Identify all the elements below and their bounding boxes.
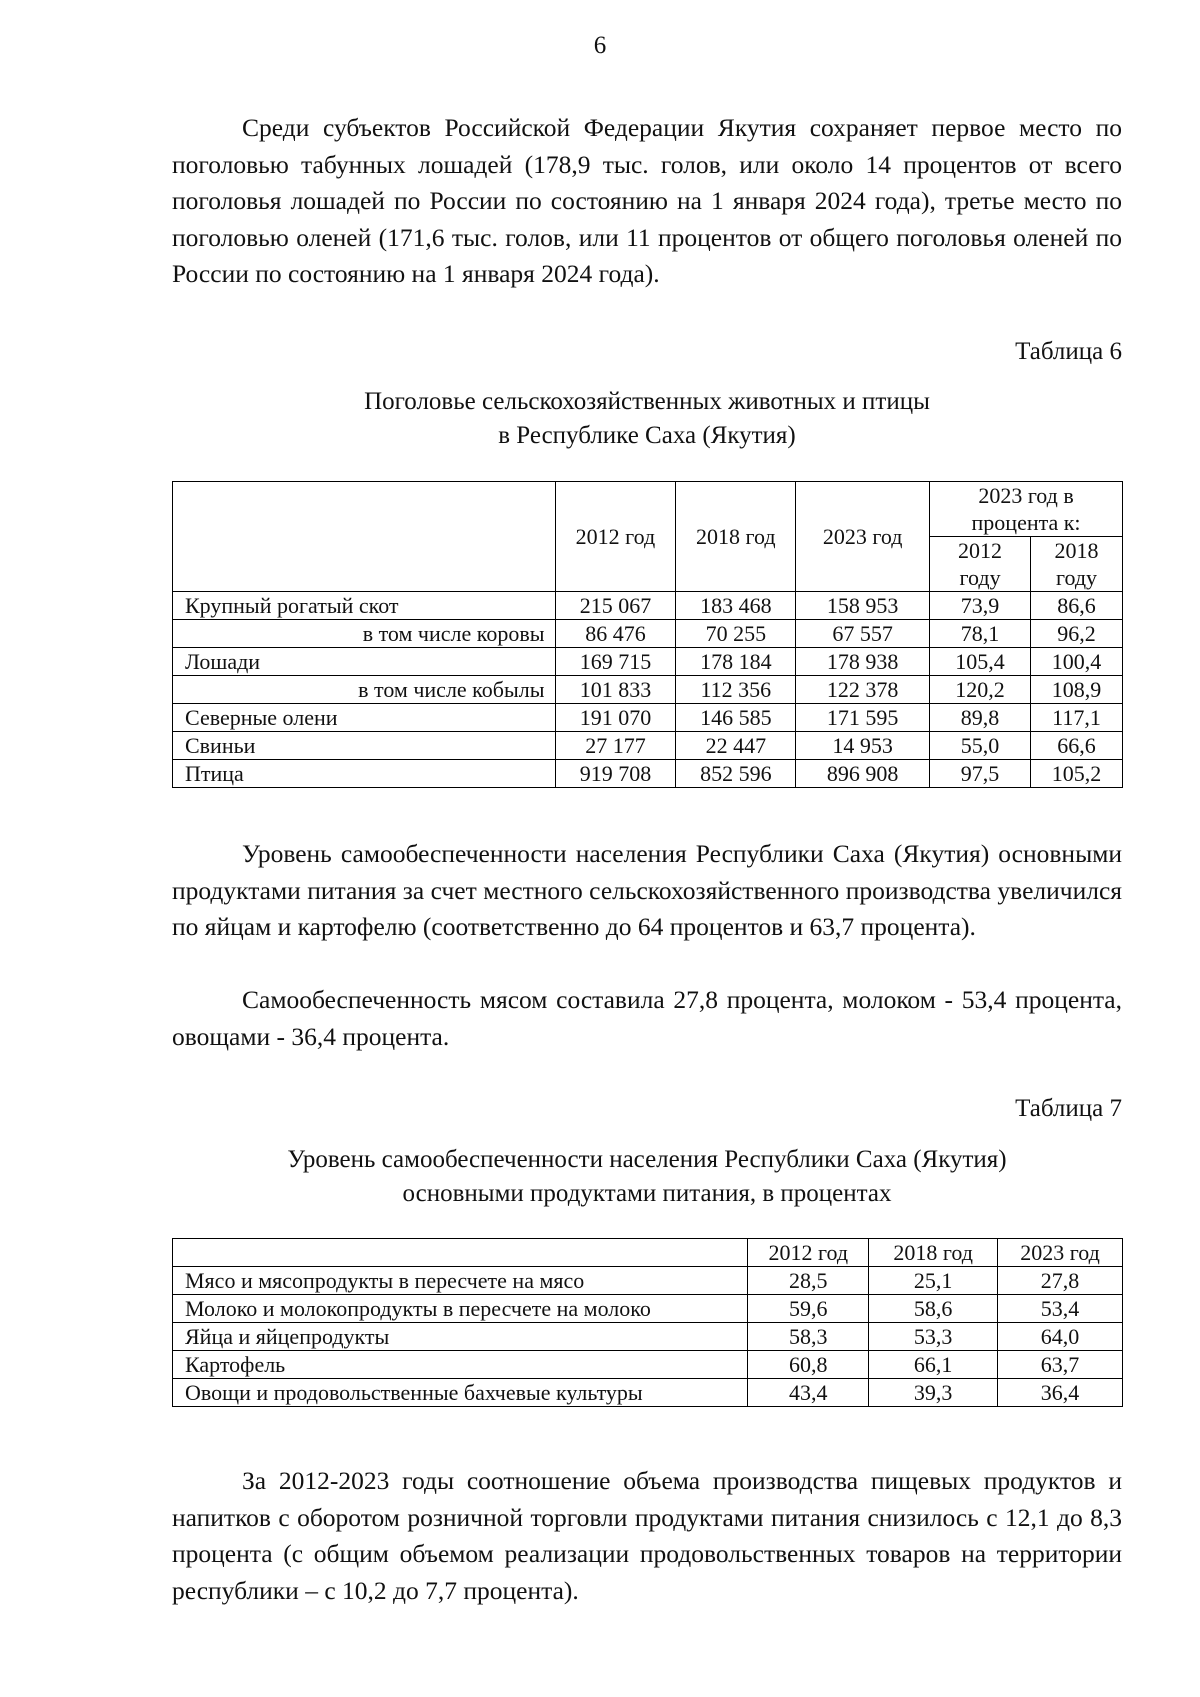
table-7-title	[172, 1143, 1122, 1211]
cell-2018: 146 585	[676, 704, 796, 732]
cell-2023: 63,7	[998, 1351, 1123, 1379]
table-7-title-line-2: основными продуктами питания, в процентах	[402, 1180, 892, 1207]
table-7	[172, 1238, 1123, 1407]
table-row	[173, 732, 1123, 760]
paragraph-3: Самообеспеченность мясом составила 27,8 процента, молоком - 53,4 процента, овощами - 36,4 процента.	[172, 985, 1122, 1051]
table-row	[173, 760, 1123, 788]
cell-2018: 25,1	[869, 1267, 998, 1295]
cell-2012: 60,8	[748, 1351, 869, 1379]
cell-pct-2018: 66,6	[1031, 732, 1123, 760]
cell-2023: 36,4	[998, 1379, 1123, 1407]
cell-2023: 67 557	[796, 620, 930, 648]
cell-2012: 27 177	[555, 732, 676, 760]
cell-pct-2012: 73,9	[930, 592, 1031, 620]
table-row	[173, 620, 1123, 648]
cell-2018: 58,6	[869, 1295, 998, 1323]
cell-pct-2012: 120,2	[930, 676, 1031, 704]
table-6-header-pct-2018	[1031, 537, 1123, 592]
row-name: Северные олени	[173, 704, 556, 732]
cell-2018: 178 184	[676, 648, 796, 676]
table-6-header-pct-group	[930, 482, 1123, 537]
pct-group-line-2: процента к:	[971, 510, 1081, 535]
row-name: Овощи и продовольственные бахчевые культуры	[173, 1379, 748, 1407]
cell-pct-2018: 86,6	[1031, 592, 1123, 620]
page-number: 6	[593, 32, 607, 59]
table-7-header-2023: 2023 год	[998, 1239, 1123, 1267]
table-row	[173, 1351, 1123, 1379]
cell-pct-2018: 108,9	[1031, 676, 1123, 704]
table-row	[173, 1267, 1123, 1295]
cell-pct-2018: 96,2	[1031, 620, 1123, 648]
cell-pct-2012: 55,0	[930, 732, 1031, 760]
paragraph-4: За 2012-2023 годы соотношение объема производства пищевых продуктов и напитков с оборотом розничной торговли продуктами питания снизилось с 12,1 до 8,3 процента (с общим объемом реализации продовольственных товаров на территории республики – с 10,2 до 7,7 процента).	[172, 1466, 1122, 1605]
cell-2012: 59,6	[748, 1295, 869, 1323]
row-name: Мясо и мясопродукты в пересчете на мясо	[173, 1267, 748, 1295]
cell-2023: 896 908	[796, 760, 930, 788]
row-name: Птица	[173, 760, 556, 788]
table-row	[173, 704, 1123, 732]
table-row	[173, 1295, 1123, 1323]
cell-2018: 66,1	[869, 1351, 998, 1379]
cell-pct-2012: 89,8	[930, 704, 1031, 732]
cell-2018: 852 596	[676, 760, 796, 788]
table-7-header-2018: 2018 год	[869, 1239, 998, 1267]
row-name: Картофель	[173, 1351, 748, 1379]
pct-2012-line-1: 2012	[958, 538, 1003, 563]
table-6-header-2012: 2012 год	[555, 482, 676, 592]
cell-2012: 28,5	[748, 1267, 869, 1295]
pct-2018-line-2: году	[1055, 565, 1098, 590]
table-row	[173, 592, 1123, 620]
cell-pct-2018: 117,1	[1031, 704, 1123, 732]
cell-2012: 919 708	[555, 760, 676, 788]
table-6-header-2023: 2023 год	[796, 482, 930, 592]
cell-pct-2012: 97,5	[930, 760, 1031, 788]
cell-2018: 22 447	[676, 732, 796, 760]
cell-2023: 27,8	[998, 1267, 1123, 1295]
table-7-label: Таблица 7	[1015, 1095, 1122, 1122]
table-row	[173, 648, 1123, 676]
cell-2012: 43,4	[748, 1379, 869, 1407]
row-name: Крупный рогатый скот	[173, 592, 556, 620]
table-6-header-pct-2012	[930, 537, 1031, 592]
cell-2012: 215 067	[555, 592, 676, 620]
cell-2023: 178 938	[796, 648, 930, 676]
table-6-header-2018: 2018 год	[676, 482, 796, 592]
cell-2018: 70 255	[676, 620, 796, 648]
cell-pct-2018: 105,2	[1031, 760, 1123, 788]
table-6-title-line-2: в Республике Саха (Якутия)	[498, 422, 796, 449]
cell-2018: 39,3	[869, 1379, 998, 1407]
cell-2012: 101 833	[555, 676, 676, 704]
table-row	[173, 1379, 1123, 1407]
pct-group-line-1: 2023 год в	[978, 483, 1074, 508]
cell-2012: 191 070	[555, 704, 676, 732]
paragraph-2: Уровень самообеспеченности населения Республики Саха (Якутия) основными продуктами питания за счет местного сельскохозяйственного производства увеличился по яйцам и картофелю (соответственно до 64 процентов и 63,7 процента).	[172, 839, 1122, 941]
cell-2023: 122 378	[796, 676, 930, 704]
table-6-title	[172, 385, 1122, 453]
pct-2018-line-1: 2018	[1054, 538, 1099, 563]
paragraph-1: Среди субъектов Российской Федерации Якутия сохраняет первое место по поголовью табунных лошадей (178,9 тыс. голов, или около 14 процентов от всего поголовья лошадей по России по состоянию на 1 января 2024 года), третье место по поголовью оленей (171,6 тыс. голов, или 11 процентов от общего поголовья оленей по России по состоянию на 1 января 2024 года).	[172, 113, 1122, 288]
cell-2023: 158 953	[796, 592, 930, 620]
row-name: в том числе кобылы	[173, 676, 556, 704]
cell-pct-2012: 105,4	[930, 648, 1031, 676]
cell-2018: 53,3	[869, 1323, 998, 1351]
cell-2023: 64,0	[998, 1323, 1123, 1351]
table-7-header-2012: 2012 год	[748, 1239, 869, 1267]
cell-2012: 58,3	[748, 1323, 869, 1351]
table-7-header-empty	[173, 1239, 748, 1267]
cell-2023: 53,4	[998, 1295, 1123, 1323]
cell-2012: 86 476	[555, 620, 676, 648]
table-6-header-empty	[173, 482, 556, 592]
cell-pct-2012: 78,1	[930, 620, 1031, 648]
row-name: Яйца и яйцепродукты	[173, 1323, 748, 1351]
table-row	[173, 676, 1123, 704]
cell-pct-2018: 100,4	[1031, 648, 1123, 676]
row-name: Лошади	[173, 648, 556, 676]
row-name: Свиньи	[173, 732, 556, 760]
table-6-title-line-1: Поголовье сельскохозяйственных животных и птицы	[364, 388, 930, 415]
cell-2012: 169 715	[555, 648, 676, 676]
row-name: в том числе коровы	[173, 620, 556, 648]
table-row	[173, 1323, 1123, 1351]
table-6	[172, 481, 1123, 788]
cell-2018: 112 356	[676, 676, 796, 704]
cell-2023: 14 953	[796, 732, 930, 760]
table-7-title-line-1: Уровень самообеспеченности населения Республики Саха (Якутия)	[287, 1146, 1007, 1173]
table-6-label: Таблица 6	[1015, 338, 1122, 365]
row-name: Молоко и молокопродукты в пересчете на молоко	[173, 1295, 748, 1323]
cell-2023: 171 595	[796, 704, 930, 732]
pct-2012-line-2: году	[959, 565, 1001, 590]
cell-2018: 183 468	[676, 592, 796, 620]
